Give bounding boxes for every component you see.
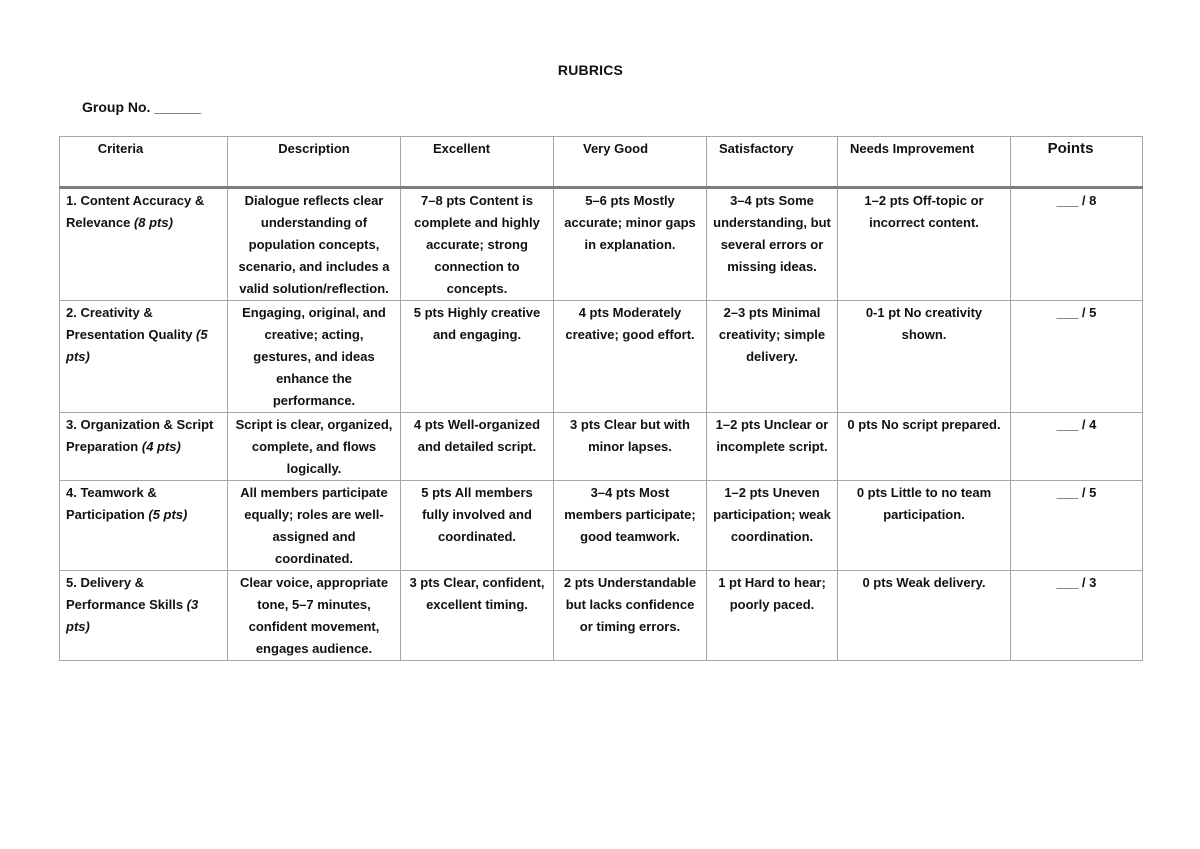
satisfactory-cell: 1–2 pts Unclear or incomplete script.: [707, 413, 838, 481]
criteria-cell: [60, 301, 228, 413]
header-excellent: Excellent: [401, 137, 554, 188]
header-needs-improvement: Needs Improvement: [838, 137, 1011, 188]
table-row: [60, 571, 1143, 661]
excellent-cell: 7–8 pts Content is complete and highly accurate; strong connection to concepts.: [401, 188, 554, 301]
criteria-points: (5 pts): [66, 327, 208, 364]
header-description: Description: [228, 137, 401, 188]
points-cell: ___ / 4: [1011, 413, 1143, 481]
points-cell: ___ / 5: [1011, 301, 1143, 413]
excellent-cell: 5 pts All members fully involved and coordinated.: [401, 481, 554, 571]
very-good-cell: 3–4 pts Most members participate; good teamwork.: [554, 481, 707, 571]
points-cell: ___ / 8: [1011, 188, 1143, 301]
table-row: [60, 481, 1143, 571]
satisfactory-cell: 3–4 pts Some understanding, but several errors or missing ideas.: [707, 188, 838, 301]
header-row: [60, 137, 1143, 188]
description-cell: Engaging, original, and creative; acting, gestures, and ideas enhance the performance.: [228, 301, 401, 413]
criteria-points: (5 pts): [148, 507, 188, 522]
criteria-name: 3. Organization & Script Preparation: [66, 417, 214, 454]
header-criteria: Criteria: [60, 137, 228, 188]
needs-improvement-cell: 0-1 pt No creativity shown.: [838, 301, 1011, 413]
description-cell: Script is clear, organized, complete, and flows logically.: [228, 413, 401, 481]
very-good-cell: 2 pts Understandable but lacks confidence or timing errors.: [554, 571, 707, 661]
criteria-cell: [60, 188, 228, 301]
description-cell: All members participate equally; roles are well-assigned and coordinated.: [228, 481, 401, 571]
criteria-points: (8 pts): [133, 215, 173, 230]
needs-improvement-cell: 1–2 pts Off-topic or incorrect content.: [838, 188, 1011, 301]
criteria-cell: [60, 571, 228, 661]
points-cell: ___ / 5: [1011, 481, 1143, 571]
excellent-cell: 3 pts Clear, confident, excellent timing.: [401, 571, 554, 661]
satisfactory-cell: 2–3 pts Minimal creativity; simple delivery.: [707, 301, 838, 413]
table-row: [60, 301, 1143, 413]
needs-improvement-cell: 0 pts No script prepared.: [838, 413, 1011, 481]
document-title: RUBRICS: [557, 62, 624, 78]
header-very-good: Very Good: [554, 137, 707, 188]
satisfactory-cell: 1 pt Hard to hear; poorly paced.: [707, 571, 838, 661]
criteria-name: 1. Content Accuracy & Relevance: [66, 193, 205, 230]
header-satisfactory: Satisfactory: [707, 137, 838, 188]
needs-improvement-cell: 0 pts Weak delivery.: [838, 571, 1011, 661]
criteria-name: 4. Teamwork & Participation: [66, 485, 157, 522]
rubric-table: [59, 136, 1143, 661]
points-cell: ___ / 3: [1011, 571, 1143, 661]
very-good-cell: 3 pts Clear but with minor lapses.: [554, 413, 707, 481]
excellent-cell: 4 pts Well-organized and detailed script.: [401, 413, 554, 481]
description-cell: Dialogue reflects clear understanding of population concepts, scenario, and includes a valid solution/reflection.: [228, 188, 401, 301]
criteria-cell: [60, 413, 228, 481]
very-good-cell: 5–6 pts Mostly accurate; minor gaps in explanation.: [554, 188, 707, 301]
satisfactory-cell: 1–2 pts Uneven participation; weak coordination.: [707, 481, 838, 571]
criteria-points: (4 pts): [141, 439, 181, 454]
table-row: [60, 188, 1143, 301]
table-row: [60, 413, 1143, 481]
criteria-points: (3 pts): [66, 597, 199, 634]
criteria-cell: [60, 481, 228, 571]
group-number-label: Group No. ______: [82, 99, 202, 115]
very-good-cell: 4 pts Moderately creative; good effort.: [554, 301, 707, 413]
header-points: Points: [1011, 137, 1143, 188]
excellent-cell: 5 pts Highly creative and engaging.: [401, 301, 554, 413]
criteria-name: 5. Delivery & Performance Skills: [66, 575, 187, 612]
needs-improvement-cell: 0 pts Little to no team participation.: [838, 481, 1011, 571]
criteria-name: 2. Creativity & Presentation Quality: [66, 305, 197, 342]
description-cell: Clear voice, appropriate tone, 5–7 minutes, confident movement, engages audience.: [228, 571, 401, 661]
